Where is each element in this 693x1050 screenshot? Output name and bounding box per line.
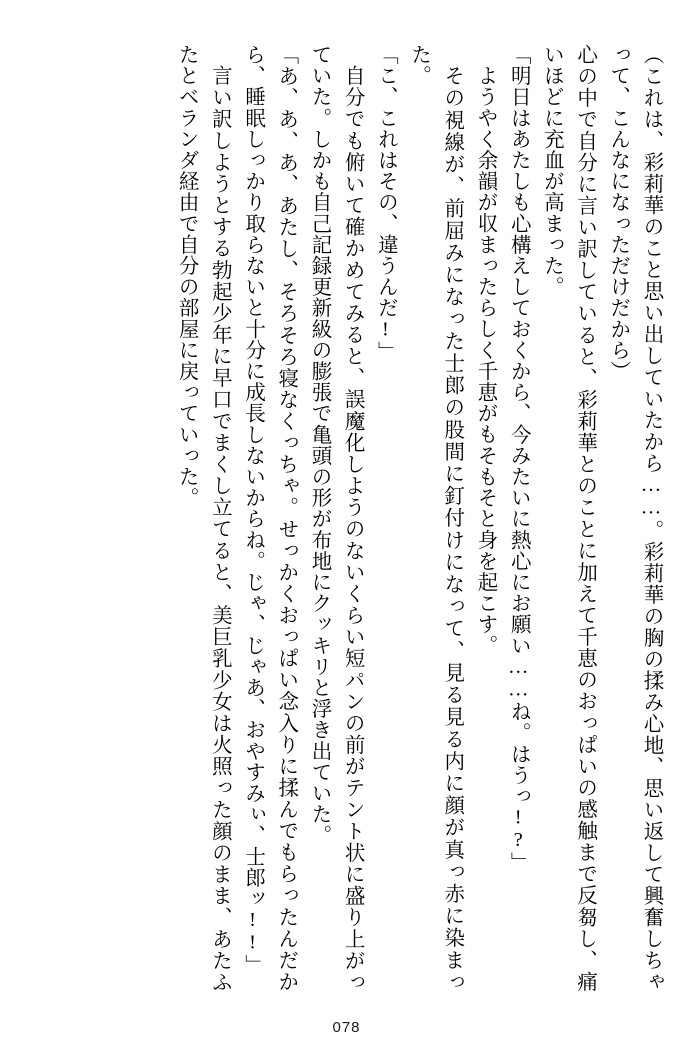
- paragraph: 「あ、あ、あ、あたし、そろそろ寝なくっちゃ。せっかくおっぱい念入りに揉んでもらったんだから、睡眠しっかり取らないと十分に成長しないからね。じゃ、じゃあ、おやすみぃ、士郎ッ!!」: [241, 44, 297, 992]
- paragraph: その視線が、前屈みになった士郎の股間に釘付けになって、見る見る内に顔が真っ赤に染まった。: [407, 44, 463, 992]
- paragraph: （これは、彩莉華のこと思い出していたから……。彩莉華の胸の揉み心地、思い返して興奮しちゃって、こんなになっただけだから）: [606, 44, 662, 992]
- page-number: 078: [332, 1019, 361, 1036]
- paragraph: 自分でも俯いて確かめてみると、誤魔化しようのないくらい短パンの前がテント状に盛り上がっていた。しかも自己記録更新級の膨張で亀頭の形が布地にクッキリと浮き出ていた。: [307, 44, 364, 992]
- paragraph: ようやく余韻が収まったらしく千恵がもそもそと身を起こす。: [473, 64, 496, 656]
- paragraph: 心の中で自分に言い訳していると、彩莉華とのことに加えて千恵のおっぱいの感触まで反芻し、痛いほどに充血が高まった。: [540, 44, 596, 992]
- paragraph: 「明日はあたしも心構えしておくから、今みたいに熱心にお願い……ね。はうっ!?」: [507, 44, 530, 873]
- body-text-vertical: [38, 44, 667, 992]
- paragraph: 「こ、これはその、違うんだ!」: [374, 44, 397, 362]
- paragraph: 言い訳しようとする勃起少年に早口でまくし立てると、美巨乳少女は火照った顔のまま、あたふたとベランダ経由で自分の部屋に戻っていった。: [175, 44, 231, 992]
